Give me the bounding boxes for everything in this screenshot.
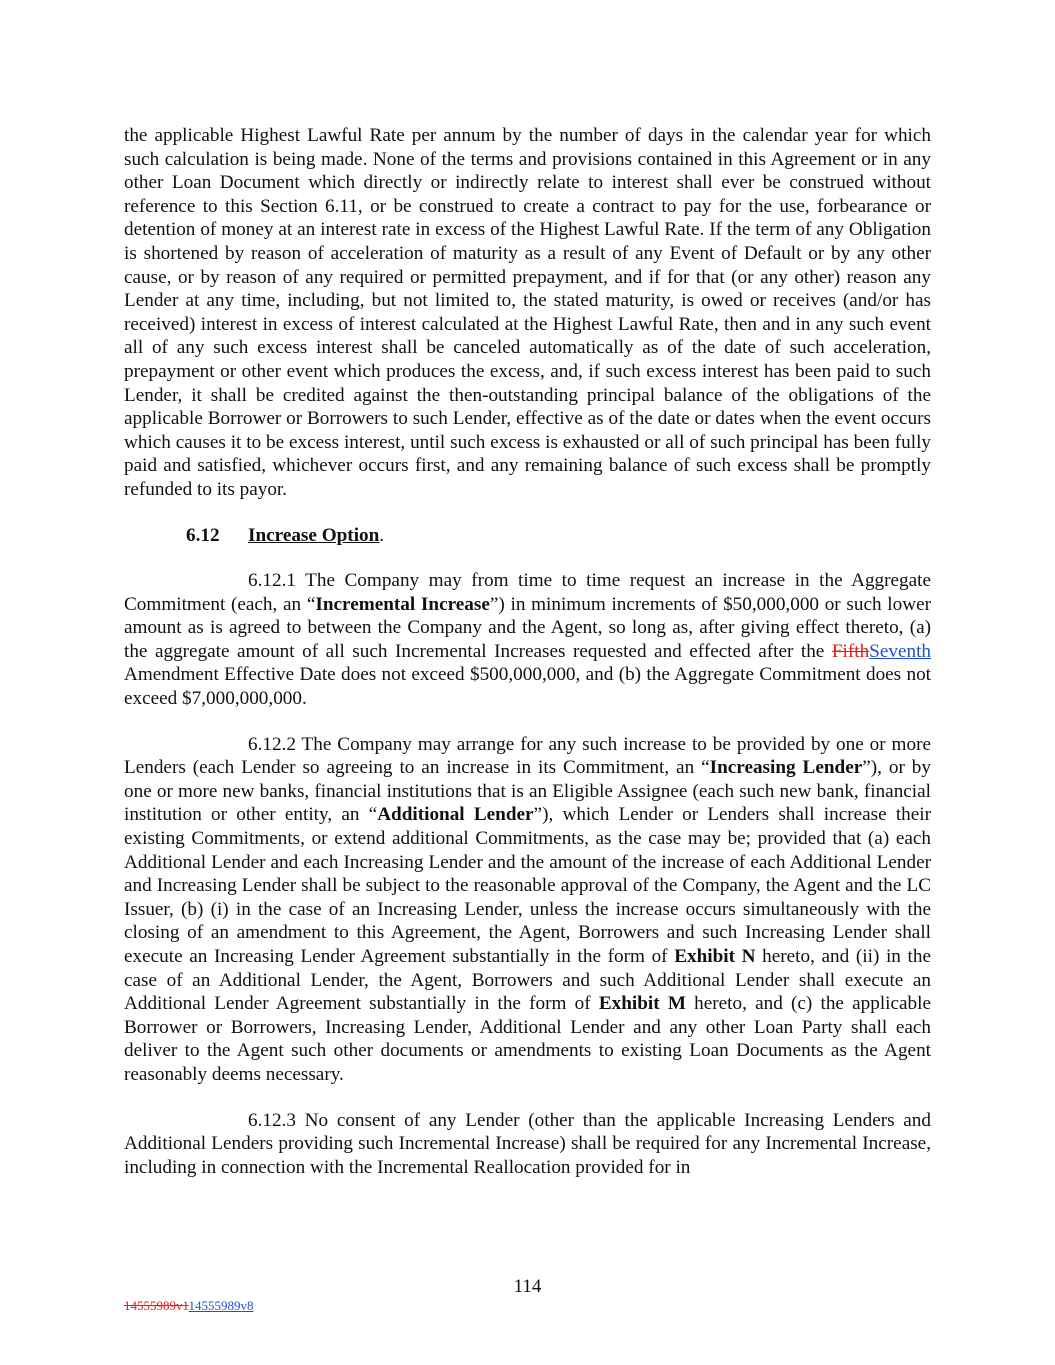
section-number: 6.12 [186,524,220,546]
deleted-text-fifth: Fifth [831,640,870,662]
p6121-text-c: ”) in minimum increments of $50,000,000 or such lower amount as is agreed to between the Company and the Agent, so long as, after giving effect thereto, (a) the aggregate amount of all such Incremental Increases requested and effected after the [124,593,931,662]
p6122-text-i: hereto, and (c) the applicable Borrower or Borrowers, Increasing Lender, Additional Lender and any other Loan Party shall each deliver to the Agent such other documents or amendments to existing Loan Documents as the Agent reasonably deems necessary. [124,993,931,1085]
paragraph-6-12-1 [124,569,931,711]
page-number: 114 [513,1276,542,1297]
document-page [124,124,931,1179]
p6122-text-e: ”), which Lender or Lenders shall increase their existing Commitments, or extend additional Commitments, as the case may be; provided that (a) each Additional Lender and each Increasing Lender and the amount of the increase of each Additional Lender and Increasing Lender shall be subject to the reasonable approval of the Company, the Agent and the LC Issuer, (b) (i) in the case of an Increasing Lender, unless the increase occurs simultaneously with the closing of an amendment to this Agreement, the Agent, Borrowers and such Increasing Lender shall execute an Increasing Lender Agreement substantially in the form of [124,804,932,967]
section-title-period: . [379,524,385,546]
paragraph-highest-lawful-rate: the applicable Highest Lawful Rate per annum by the number of days in the calendar year for which such calculation is being made. None of the terms and provisions contained in this Agreement or in any other Loan Document which directly or indirectly relate to interest shall ever be construed without reference to this Section 6.11, or be construed to create a contract to pay for the use, forbearance or detention of money at an interest rate in excess of the Highest Lawful Rate. If the term of any Obligation is shortened by reason of acceleration of maturity as a result of any Event of Default or by any other cause, or by reason of any required or permitted prepayment, and if for that (or any other) reason any Lender at any time, including, but not limited to, the stated maturity, is owed or receives (and/or has received) interest in excess of interest calculated at the Highest Lawful Rate, then and in any such event all of any such excess interest shall be canceled automatically as of the date of such acceleration, prepayment or other event which produces the excess, and, if such excess interest has been paid to such Lender, it shall be credited against the then-outstanding principal balance of the obligations of the applicable Borrower or Borrowers to such Lender, effective as of the date or dates when the event occurs which causes it to be excess interest, until such excess is exhausted or all of such principal has been fully paid and satisfied, whichever occurs first, and any remaining balance of such excess shall be promptly refunded to its payor. [124,125,931,500]
paragraph-6-12-2 [124,733,931,1087]
doc-id-deleted: 14555989v1 [124,1298,189,1313]
p6121-text-d: Amendment Effective Date does not exceed $500,000,000, and (b) the Aggregate Commitment does not exceed $7,000,000,000. [124,664,931,710]
inserted-text-seventh: Seventh [869,640,931,662]
term-additional-lender: Additional Lender [377,804,534,826]
doc-id-inserted: 14555989v8 [188,1298,254,1313]
document-id [124,1298,254,1314]
section-title: Increase Option [248,524,380,546]
p6122-text-g: hereto, and (ii) in the case of an Additional Lender, the Agent, Borrowers and such Additional Lender shall execute an Additional Lender Agreement substantially in the form of [124,946,931,1015]
paragraph-6-12-3: 6.12.3 No consent of any Lender (other than the applicable Increasing Lenders and Additional Lenders providing such Incremental Increase) shall be required for any Incremental Increase, including in connection with the Incremental Reallocation provided for in [124,1109,931,1178]
term-exhibit-n: Exhibit N [674,946,756,967]
term-incremental-increase: Incremental Increase [315,593,490,615]
p6121-text-a: 6.12.1 The Company may from time to time request an increase in the Aggregate Commitment (each, an “ [124,570,931,615]
section-heading-6-12 [124,524,931,548]
p6122-text-a: 6.12.2 The Company may arrange for any such increase to be provided by one or more Lenders (each Lender so agreeing to an increase in its Commitment, an “ [124,733,931,779]
p6122-text-c: ”), or by one or more new banks, financial institutions that is an Eligible Assignee (each such new bank, financial institution or other entity, an “ [124,757,931,826]
term-exhibit-m: Exhibit M [598,993,686,1015]
term-increasing-lender: Increasing Lender [709,757,863,779]
